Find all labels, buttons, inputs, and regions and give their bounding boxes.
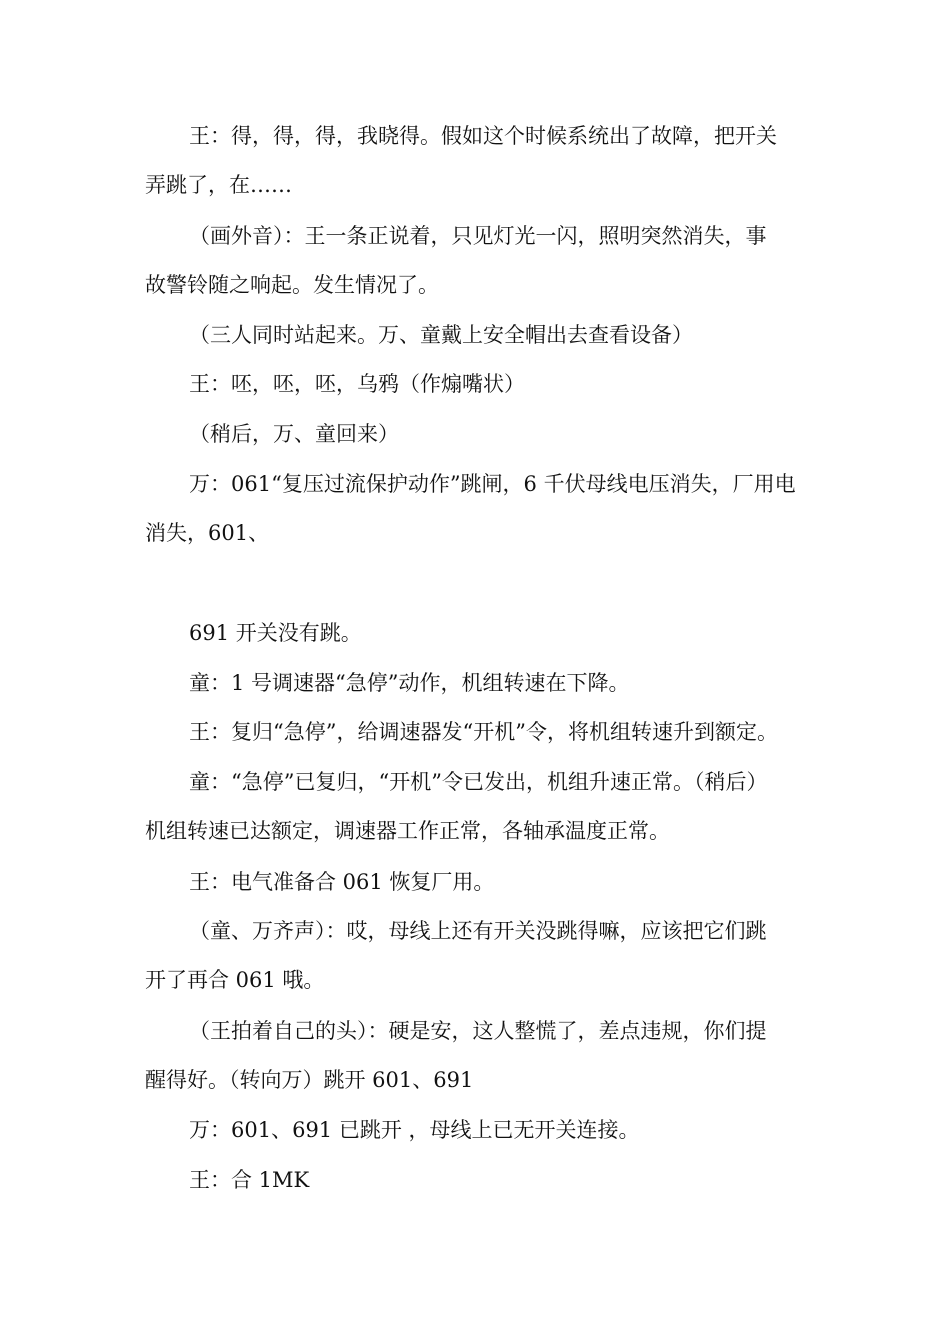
text-line: 机组转速已达额定，调速器工作正常，各轴承温度正常。 [145,819,670,843]
dialogue-paragraph [145,460,810,558]
dialogue-paragraph [145,659,810,708]
text-line: （王拍着自己的头）：硬是安，这人整慌了，差点违规，你们提 [189,1019,767,1043]
dialogue-paragraph [145,1156,810,1205]
text-line: （画外音）：王一条正说着，只见灯光一闪，照明突然消失，事 [189,224,767,248]
dialogue-paragraph [145,858,810,907]
dialogue-paragraph [145,360,810,409]
text-line: 弄跳了，在…… [145,173,292,197]
text-line: 王：合 1MK [189,1168,310,1192]
text-line: 童：1 号调速器“急停”动作，机组转速在下降。 [189,671,630,695]
text-line: （童、万齐声）：哎，母线上还有开关没跳得嘛，应该把它们跳 [189,919,767,943]
text-line: 王：呸，呸，呸，乌鸦（作煽嘴状） [189,372,525,396]
text-line: 691 开关没有跳。 [189,621,362,645]
dialogue-paragraph [145,1106,810,1155]
text-line: （稍后，万、童回来） [189,422,399,446]
stage-direction-paragraph [145,311,810,360]
text-line: 醒得好。（转向万）跳开 601、691 [145,1068,474,1092]
text-line: 万：601、691 已跳开 ，母线上已无开关连接。 [189,1118,640,1142]
dialogue-paragraph [145,708,810,757]
dialogue-paragraph [145,609,810,658]
text-line: 消失，601、 [145,521,270,545]
text-line: 王：得，得，得，我晓得。假如这个时候系统出了故障，把开关 [189,124,777,148]
text-line: （三人同时站起来。万、童戴上安全帽出去查看设备） [189,323,693,347]
narration-paragraph [145,212,810,310]
dialogue-paragraph [145,907,810,1005]
text-line: 故警铃随之响起。发生情况了。 [145,273,439,297]
dialogue-paragraph [145,112,810,210]
text-line: 王：电气准备合 061 恢复厂用。 [189,870,495,894]
text-line: 开了再合 061 哦。 [145,968,325,992]
text-line: 万：061“复压过流保护动作”跳闸，6 千伏母线电压消失，厂用电 [189,472,796,496]
text-line: 王：复归“急停”，给调速器发“开机”令，将机组转速升到额定。 [189,720,778,744]
text-line: 童：“急停”已复归，“开机”令已发出，机组升速正常。（稍后） [189,770,768,794]
dialogue-paragraph [145,758,810,856]
dialogue-paragraph [145,1007,810,1105]
stage-direction-paragraph [145,410,810,459]
